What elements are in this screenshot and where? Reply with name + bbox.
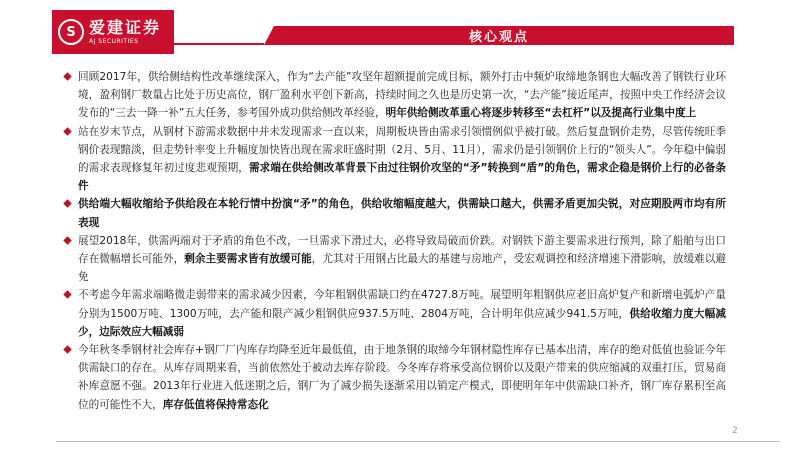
bullet-emphasis: 供给收缩力度大幅减少，边际效应大幅减弱	[78, 307, 726, 338]
bullet-diamond-icon	[63, 72, 71, 80]
logo-en: AJ SECURITIES	[89, 37, 139, 45]
bullet-item	[64, 68, 726, 123]
bullet-item	[64, 286, 726, 341]
bullet-diamond-icon	[63, 236, 71, 244]
bullet-item	[64, 123, 726, 196]
page-title: 核心观点	[468, 30, 529, 45]
bullet-diamond-icon	[63, 291, 71, 299]
bullet-emphasis: 明年供给侧改革重心将逐步转移至“去杠杆”以及提高行业集中度上	[385, 107, 697, 120]
bullet-text: 展望2018年，供需两端对于矛盾的角色不改，一旦需求下滑过大，必将导致局破而价跌。对钢铁下游主要需求进行预判，除了船舶与出口存在微幅增长可能外，	[78, 234, 726, 266]
bullet-emphasis: 剩余主要需求皆有放缓可能	[184, 253, 312, 266]
title-banner	[264, 26, 734, 45]
company-logo	[52, 10, 174, 54]
bullet-emphasis: 库存低值将保持常态化	[162, 398, 269, 411]
bullet-item	[64, 341, 726, 414]
page-number: 2	[732, 426, 738, 436]
bullet-list	[64, 68, 726, 414]
bullet-text: 回顾2017年，供给侧结构性改革继续深入，作为“去产能”攻坚年超额提前完成目标，额外打击中频炉取缔地条钢也大幅改善了钢铁行业环境，盈利钢厂数量占比处于历史高位，钢厂盈利水平创下新高，持续时间之久也是历史第一次，“去产能”接近尾声，按照中央工作经济会议发布的“三去一降一补”五大任务，参考国外成功供给侧改革经验，	[78, 71, 726, 120]
bullet-item	[64, 232, 726, 287]
bullet-diamond-icon	[63, 127, 71, 135]
title-notch	[264, 26, 274, 45]
bullet-diamond-icon	[63, 200, 71, 208]
bullet-emphasis: 需求端在供给侧改革背景下由过往钢价攻坚的“矛”转换到“盾”的角色，需求企稳是钢价上行的必备条件	[78, 162, 726, 193]
bullet-text: 站在岁末节点，从钢材下游需求数据中并未发现需求一直以来，周期板块皆由需求引领惯例似乎被打破。然后复盘钢价走势，尽管传统旺季钢价表现黯淡，但走势针率变上升幅度加快皆出现在需求旺盛时期（2月、5月、11月），需求仍是引领钢价上行的“领头人”。今年稳中偏弱的需求表现修复年初过度悲观预期，	[78, 125, 726, 175]
bullet-text: 不考虑今年需求端略微走弱带来的需求减少因素，今年粗钢供需缺口约在4727.8万吨。展望明年粗钢供应老旧高炉复产和新增电弧炉产量分别为1500万吨、1300万吨，去产能和限产减少粗钢供应937.5万吨、2804万吨，合计明年供应减少941.5万吨，	[78, 289, 726, 320]
bullet-diamond-icon	[63, 345, 71, 353]
logo-mark-icon: S	[58, 19, 84, 45]
logo-text	[89, 17, 162, 45]
bullet-item	[64, 195, 726, 231]
footer-rule	[56, 441, 780, 442]
bullet-text: 今年秋冬季钢材社会库存+钢厂厂内库存均降至近年最低值，由于地条钢的取缔今年钢材隐性库存已基本出清，库存的绝对低值也验证今年供需缺口的存在。从库存周期来看，当前依然处于被动去库存阶段。今冬库存将承受高位钢价以及限产带来的供应缩减的双重打压，贸易商补库意愿不强。2013年行业进入低迷期之后，钢厂为了减少损失逐渐采用以销定产模式，即使明年年中供需缺口补齐，钢厂库存累积至高位的可能性不大，	[78, 344, 726, 411]
logo-cn: 爱建证券	[89, 17, 162, 37]
bullet-emphasis: 供给端大幅收缩给予供给段在本轮行情中扮演“矛”的角色，供给收缩幅度越大，供需缺口越大，供需矛盾更加尖锐，对应期股两市均有所表现	[78, 198, 726, 229]
bullet-text: ，尤其对于用钢占比最大的基建与房地产，受宏观调控和经济增速下滑影响，放缓难以避免	[78, 253, 726, 284]
